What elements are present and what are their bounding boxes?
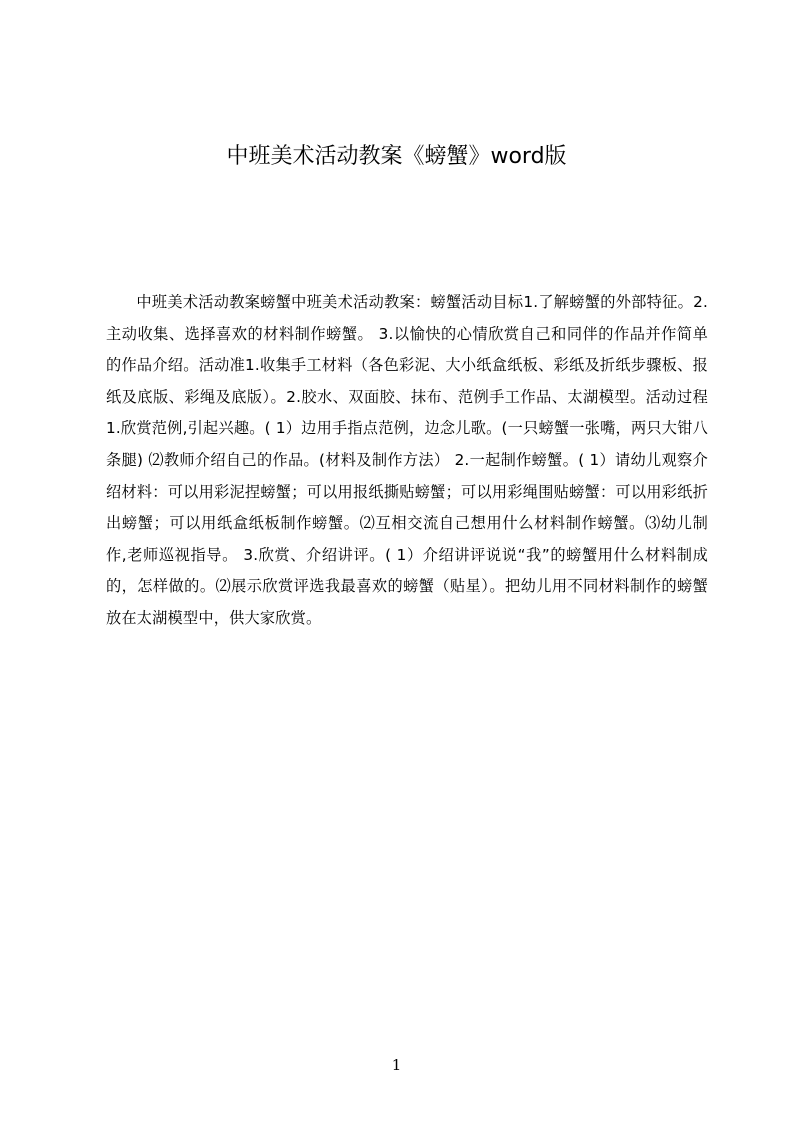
document-body-paragraph: 中班美术活动教案螃蟹中班美术活动教案：螃蟹活动目标1.了解螃蟹的外部特征。2.主动收集、选择喜欢的材料制作螃蟹。 3.以愉快的心情欣赏自己和同伴的作品并作简单的作品介绍。活动准1.收集手工材料（各色彩泥、大小纸盒纸板、彩纸及折纸步骤板、报纸及底版、彩绳及底版）。2.胶水、双面胶、抹布、范例手工作品、太湖模型。活动过程1.欣赏范例,引起兴趣。( 1）边用手指点范例，边念儿歌。(一只螃蟹一张嘴，两只大钳八条腿) ⑵教师介绍自己的作品。(材料及制作方法） 2.一起制作螃蟹。( 1）请幼儿观察介绍材料：可以用彩泥捏螃蟹；可以用报纸撕贴螃蟹；可以用彩绳围贴螃蟹：可以用彩纸折出螃蟹；可以用纸盒纸板制作螃蟹。⑵互相交流自己想用什么材料制作螃蟹。⑶幼儿制作,老师巡视指导。 3.欣赏、介绍讲评。( 1）介绍讲评说说“我”的螃蟹用什么材料制成的，怎样做的。⑵展示欣赏评选我最喜欢的螃蟹（贴星）。把幼儿用不同材料制作的螃蟹放在太湖模型中，供大家欣赏。 xyxy=(106,293,708,627)
document-title: 中班美术活动教案《螃蟹》word版 xyxy=(226,144,567,169)
page-number: 1 xyxy=(391,1056,402,1074)
